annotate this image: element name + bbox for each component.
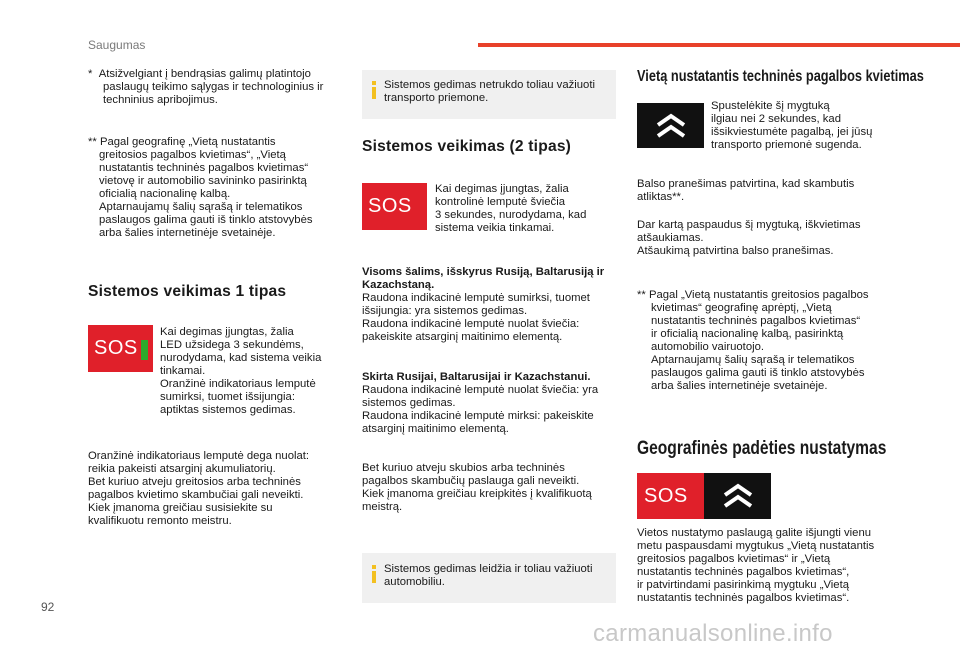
paragraph-line: Kiek įmanoma greičiau susisiekite su — [88, 502, 273, 514]
paragraph-line: sistemos gedimas. — [362, 397, 456, 409]
info-note-2 — [362, 553, 616, 603]
paragraph-line: pagalbos skambučių paslauga gali neveikti. — [362, 475, 580, 487]
desc-line: tinkamai. — [160, 365, 206, 377]
footnote-mark: ** — [88, 136, 97, 148]
paragraph-line: Vietos nustatymo paslaugą galite išjungti vienu — [637, 527, 872, 539]
info-note-1 — [362, 70, 616, 119]
paragraph-line: Kiek įmanoma greičiau kreipkitės į kvalifikuotą — [362, 488, 592, 500]
desc-line: nurodydama, kad sistema veikia — [160, 352, 322, 364]
footnote-line: Aptarnaujamų šalių sąrašą ir telematikos — [651, 354, 855, 366]
footnote-line: nustatantis techninės pagalbos kvietimas“ — [99, 162, 309, 174]
sos-type1-description — [160, 326, 340, 417]
footnote-text: Atsižvelgiant į bendrąsias galimų platintojo paslaugų teikimo sąlygas ir technologinius ir techninius apribojimus. — [98, 68, 324, 106]
paragraph-line: Raudona indikacinė lemputė nuolat šviečia: — [362, 318, 580, 330]
desc-line: sumirksi, tuomet išsijungia: — [160, 391, 295, 403]
paragraph-heading: Skirta Rusijai, Baltarusijai ir Kazachstanui. — [362, 371, 591, 383]
assistance-button — [637, 103, 704, 148]
footnote-line: arba šalies internetinėje svetainėje. — [651, 380, 828, 392]
footnote-line: Pagal geografinę „Vietą nustatantis — [99, 136, 276, 148]
paragraph-line: Oranžinė indikatoriaus lemputė dega nuolat: — [88, 450, 310, 462]
geolocation-paragraph — [637, 527, 902, 605]
paragraph-line: pagalbos kvietimo skambučiai gali neveikti. — [88, 489, 304, 501]
section-label: Saugumas — [88, 38, 146, 52]
desc-line: Spustelėkite šį mygtuką — [711, 100, 830, 112]
paragraph-line: atšaukiamas. — [637, 232, 704, 244]
heading-geolocation: Geografinės padėties nustatymas — [637, 438, 887, 459]
paragraph-line: reikia pakeisti atsarginį akumuliatorių. — [88, 463, 276, 475]
paragraph-line: Raudona indikacinė lemputė nuolat šviečia: yra — [362, 384, 599, 396]
paragraph-line: Dar kartą paspaudus šį mygtuką, iškvietimas — [637, 219, 861, 231]
footnote-line: arba šalies internetinėje svetainėje. — [99, 227, 276, 239]
heading-assistance-call: Vietą nustatantis techninės pagalbos kvietimas — [637, 68, 924, 85]
sos-label: SOS — [644, 484, 688, 507]
sos-button-geo — [637, 473, 704, 519]
note-info-icon — [372, 81, 376, 99]
paragraph-line: nustatantis techninės pagalbos kvietimas“, — [637, 566, 850, 578]
footnote-line: vietovę ir automobilio savininko pasirinktą — [99, 175, 307, 187]
paragraph-line: ir patvirtindami pasirinkimą mygtuku „Vietą — [637, 579, 849, 591]
note-info-icon — [372, 565, 376, 583]
heading-system-type1: Sistemos veikimas 1 tipas — [88, 283, 287, 300]
desc-line: transporto priemonė sugenda. — [711, 139, 862, 151]
desc-line: Kai degimas įjungtas, žalia — [160, 326, 294, 338]
footnote-line: paslaugos galima gauti iš tinklo atstovybės — [651, 367, 865, 379]
desc-line: Kai degimas įjungtas, žalia — [435, 183, 569, 195]
voice-confirm-paragraph: Balso pranešimas patvirtina, kad skambutis atliktas**. — [637, 178, 855, 203]
footnote-line: greitosios pagalbos kvietimas“, „Vietą — [99, 149, 286, 161]
footnote-line: kvietimas“ geografinę aprėptį, „Vietą — [651, 302, 832, 314]
chevron-up-assistance-icon — [718, 481, 758, 511]
note-text: Sistemos gedimas netrukdo toliau važiuoti transporto priemone. — [384, 79, 595, 104]
heading-system-type2: Sistemos veikimas (2 tipas) — [362, 138, 572, 155]
paragraph-line: išsijungia: yra sistemos gedimas. — [362, 305, 528, 317]
paragraph-any-case — [362, 462, 618, 514]
footnote-line: automobilio vairuotojo. — [651, 341, 765, 353]
desc-line: sistema veikia tinkamai. — [435, 222, 555, 234]
footnote-mark: * — [88, 68, 93, 80]
orange-lamp-paragraph — [88, 450, 340, 528]
paragraph-line: metu paspausdami mygtukus „Vietą nustatantis — [637, 540, 875, 552]
header-accent-rule — [478, 43, 960, 47]
desc-line: LED užsidega 3 sekundėms, — [160, 339, 304, 351]
footnote-line: oficialią nacionalinę kalbą. — [99, 188, 231, 200]
sos-label: SOS — [94, 337, 138, 359]
chevron-up-assistance-icon — [651, 111, 691, 141]
cancel-paragraph — [637, 219, 897, 258]
footnote-mark: ** — [637, 289, 646, 301]
paragraph-line: Bet kuriuo atveju greitosios arba techninės — [88, 476, 301, 488]
status-led-green — [141, 340, 148, 360]
paragraph-line: pakeiskite atsarginį maitinimo elementą. — [362, 331, 563, 343]
paragraph-russia — [362, 371, 618, 436]
note-text: Sistemos gedimas leidžia ir toliau važiuoti automobiliu. — [384, 563, 593, 588]
footnote-line: Pagal „Vietą nustatantis greitosios pagalbos — [648, 289, 869, 301]
watermark: carmanualsonline.info — [593, 620, 833, 647]
paragraph-line: Bet kuriuo atveju skubios arba techninės — [362, 462, 565, 474]
paragraph-line: Raudona indikacinė lemputė sumirksi, tuomet — [362, 292, 590, 304]
paragraph-line: nustatantis techninės pagalbos kvietimas“. — [637, 592, 850, 604]
sos-type2-description — [435, 183, 615, 235]
paragraph-line: Raudona indikacinė lemputė mirksi: pakeiskite — [362, 410, 594, 422]
page-number: 92 — [41, 600, 55, 614]
footnote-conditions — [88, 68, 340, 107]
assistance-button-geo — [704, 473, 771, 519]
desc-line: aptiktas sistemos gedimas. — [160, 404, 296, 416]
paragraph-line: atsarginį maitinimo elementą. — [362, 423, 509, 435]
footnote-geography — [88, 136, 340, 240]
paragraph-line: meistrą. — [362, 501, 403, 513]
assistance-button-description — [711, 100, 901, 152]
footnote-coverage — [637, 289, 899, 393]
paragraph-line: kvalifikuotu remonto meistru. — [88, 515, 232, 527]
desc-line: kontrolinė lemputė šviečia — [435, 196, 565, 208]
footnote-line: Aptarnaujamų šalių sąrašą ir telematikos — [99, 201, 303, 213]
footnote-line: ir oficialią nacionalinę kalbą, pasirinktą — [651, 328, 844, 340]
desc-line: išsikviestumėte pagalbą, jei jūsų — [711, 126, 873, 138]
desc-line: Oranžinė indikatoriaus lemputė — [160, 378, 316, 390]
sos-label: SOS — [368, 195, 412, 217]
sos-button-type2 — [362, 183, 427, 230]
paragraph-all-countries — [362, 266, 618, 344]
desc-line: 3 sekundes, nurodydama, kad — [435, 209, 587, 221]
footnote-line: paslaugos galima gauti iš tinklo atstovybės — [99, 214, 313, 226]
paragraph-line: Atšaukimą patvirtina balso pranešimas. — [637, 245, 834, 257]
desc-line: ilgiau nei 2 sekundes, kad — [711, 113, 842, 125]
footnote-line: nustatantis techninės pagalbos kvietimas“ — [651, 315, 861, 327]
paragraph-line: greitosios pagalbos kvietimas“ ir „Vietą — [637, 553, 831, 565]
paragraph-heading: Visoms šalims, išskyrus Rusiją, Baltarusiją ir Kazachstaną. — [362, 266, 605, 291]
